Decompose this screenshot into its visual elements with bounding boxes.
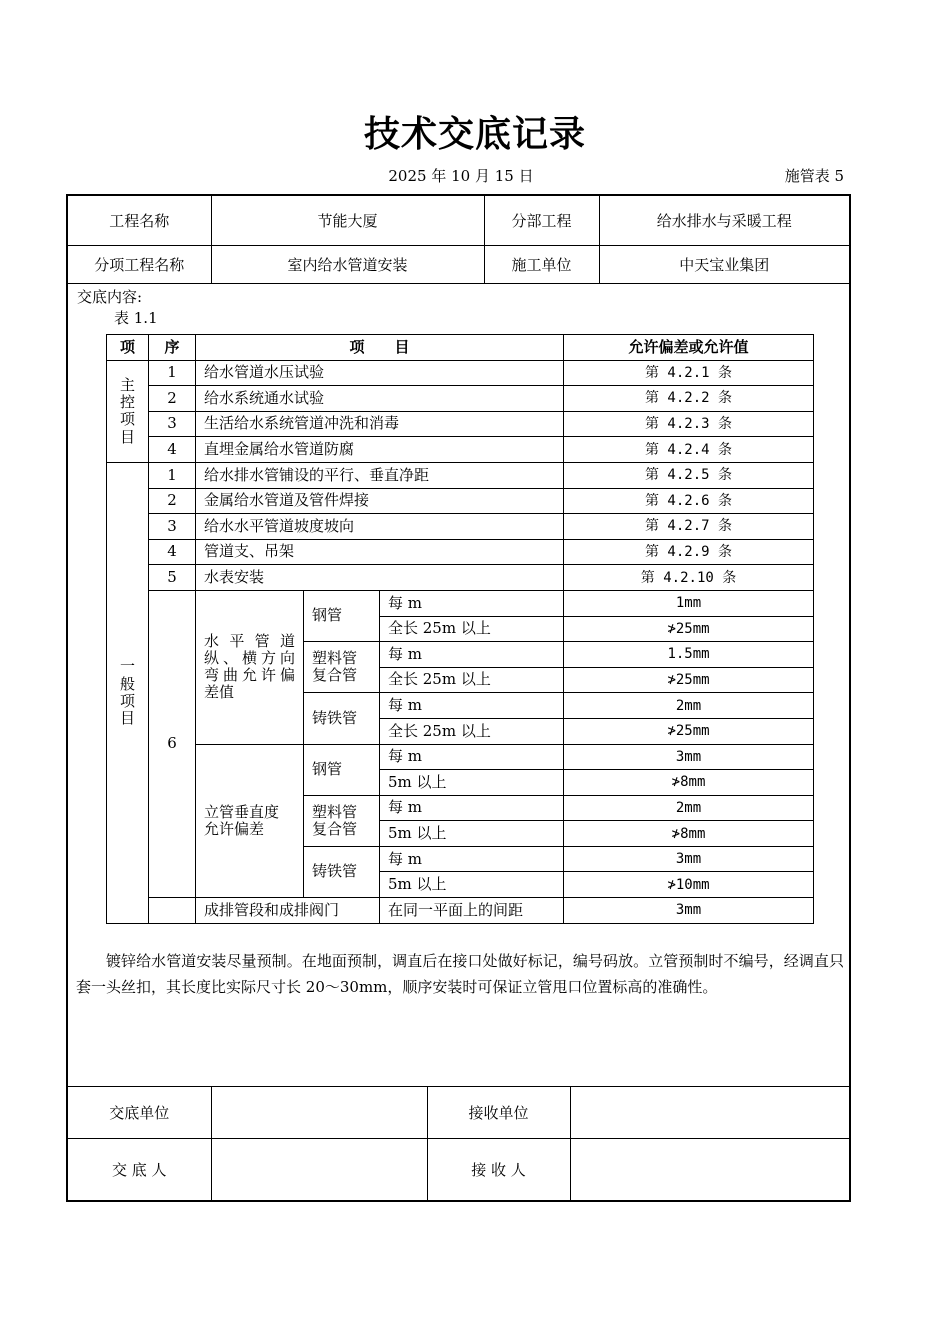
general-value: 第 4.2.9 条: [564, 539, 814, 565]
tolerance-condition: 5m 以上: [380, 821, 564, 847]
project-name-label: 工程名称: [68, 196, 211, 245]
main-item: 生活给水系统管道冲洗和消毒: [196, 411, 564, 437]
general-no: 3: [149, 514, 196, 540]
tolerance-value: 2mm: [564, 795, 814, 821]
general-value: 第 4.2.7 条: [564, 514, 814, 540]
subproject-value: 室内给水管道安装: [211, 245, 484, 283]
cast-iron-label: 铸铁管: [304, 846, 380, 897]
general-no: 4: [149, 539, 196, 565]
last-row-seq-cell: [149, 898, 196, 924]
main-control-group: 主 控 项 目: [107, 360, 149, 462]
tolerance-value: ≯8mm: [564, 770, 814, 796]
record-date: 2025 年 10 月 15 日: [388, 167, 534, 185]
head-item: 项 目: [196, 335, 564, 361]
main-value: 第 4.2.4 条: [564, 437, 814, 463]
cast-iron-label: 铸铁管: [304, 693, 380, 744]
valve-row-value: 3mm: [564, 898, 814, 924]
content-label: 交底内容:: [77, 288, 143, 306]
main-item: 给水系统通水试验: [196, 386, 564, 412]
tolerance-condition: 每 m: [380, 846, 564, 872]
issuer-field[interactable]: [211, 1139, 427, 1201]
tolerance-condition: 每 m: [380, 642, 564, 668]
plastic-composite-label: 塑料管 复合管: [304, 795, 380, 846]
tolerance-value: 2mm: [564, 693, 814, 719]
tolerance-value: 3mm: [564, 846, 814, 872]
general-item: 金属给水管道及管件焊接: [196, 488, 564, 514]
contractor-value: 中天宝业集团: [599, 245, 849, 283]
head-seq: 序: [149, 335, 196, 361]
division-value: 给水排水与采暖工程: [599, 196, 849, 245]
issuer-label: 交 底 人: [68, 1139, 211, 1201]
issuer-unit-label: 交底单位: [68, 1087, 211, 1139]
general-value: 第 4.2.10 条: [564, 565, 814, 591]
tolerance-condition: 全长 25m 以上: [380, 718, 564, 744]
tolerance-condition: 每 m: [380, 795, 564, 821]
general-group: 一 般 项 目: [107, 462, 149, 923]
contractor-label: 施工单位: [484, 245, 599, 283]
horizontal-bend-title: 水 平 管 道 纵、横方向 弯曲允许偏 差值: [196, 590, 304, 744]
tolerance-value: 1.5mm: [564, 642, 814, 668]
receiver-field[interactable]: [570, 1139, 849, 1201]
form-number: 施管表 5: [784, 167, 844, 185]
tolerance-table: [106, 334, 814, 924]
steel-pipe-label: 钢管: [304, 590, 380, 641]
main-no: 2: [149, 386, 196, 412]
table-number: 表 1.1: [114, 309, 158, 327]
general-no: 1: [149, 462, 196, 488]
receiver-unit-label: 接收单位: [427, 1087, 570, 1139]
receiver-unit-field[interactable]: [570, 1087, 849, 1139]
tolerance-condition: 5m 以上: [380, 872, 564, 898]
tolerance-value: ≯10mm: [564, 872, 814, 898]
tolerance-value: ≯25mm: [564, 667, 814, 693]
steel-pipe-label: 钢管: [304, 744, 380, 795]
general-item: 给水水平管道坡度坡向: [196, 514, 564, 540]
general-no: 2: [149, 488, 196, 514]
tolerance-condition: 每 m: [380, 590, 564, 616]
receiver-label: 接 收 人: [427, 1139, 570, 1201]
general-value: 第 4.2.5 条: [564, 462, 814, 488]
division-label: 分部工程: [484, 196, 599, 245]
valve-row-item: 成排管段和成排阀门: [196, 898, 380, 924]
main-value: 第 4.2.2 条: [564, 386, 814, 412]
main-value: 第 4.2.3 条: [564, 411, 814, 437]
main-no: 3: [149, 411, 196, 437]
general-item: 给水排水管铺设的平行、垂直净距: [196, 462, 564, 488]
subproject-label: 分项工程名称: [68, 245, 211, 283]
main-item: 直埋金属给水管道防腐: [196, 437, 564, 463]
page-title: 技术交底记录: [363, 114, 586, 155]
project-name-value: 节能大厦: [211, 196, 484, 245]
vertical-tolerance-title: 立管垂直度 允许偏差: [196, 744, 304, 898]
tolerance-value: 1mm: [564, 590, 814, 616]
tolerance-condition: 全长 25m 以上: [380, 667, 564, 693]
main-no: 4: [149, 437, 196, 463]
general-no: 5: [149, 565, 196, 591]
general-item: 管道支、吊架: [196, 539, 564, 565]
item6-no: 6: [149, 590, 196, 897]
general-value: 第 4.2.6 条: [564, 488, 814, 514]
tolerance-value: ≯25mm: [564, 718, 814, 744]
tolerance-condition: 全长 25m 以上: [380, 616, 564, 642]
issuer-unit-field[interactable]: [211, 1087, 427, 1139]
main-value: 第 4.2.1 条: [564, 360, 814, 386]
tolerance-value: ≯25mm: [564, 616, 814, 642]
head-value: 允许偏差或允许值: [564, 335, 814, 361]
tolerance-condition: 每 m: [380, 744, 564, 770]
signature-table: [68, 1086, 849, 1201]
instruction-paragraph: 镀锌给水管道安装尽量预制。在地面预制，调直后在接口处做好标记，编号码放。立管预制时不编号，经调直只套一头丝扣，其长度比实际尺寸长 20～30mm，顺序安装时可保证立管甩口位置标高的准确性。: [76, 952, 844, 996]
general-item: 水表安装: [196, 565, 564, 591]
head-category: 项: [107, 335, 149, 361]
tolerance-condition: 5m 以上: [380, 770, 564, 796]
valve-row-condition: 在同一平面上的间距: [380, 898, 564, 924]
record-frame: [66, 194, 851, 1202]
tolerance-condition: 每 m: [380, 693, 564, 719]
plastic-composite-label: 塑料管 复合管: [304, 642, 380, 693]
main-no: 1: [149, 360, 196, 386]
header-table: [68, 196, 849, 284]
tolerance-value: 3mm: [564, 744, 814, 770]
tolerance-value: ≯8mm: [564, 821, 814, 847]
main-item: 给水管道水压试验: [196, 360, 564, 386]
